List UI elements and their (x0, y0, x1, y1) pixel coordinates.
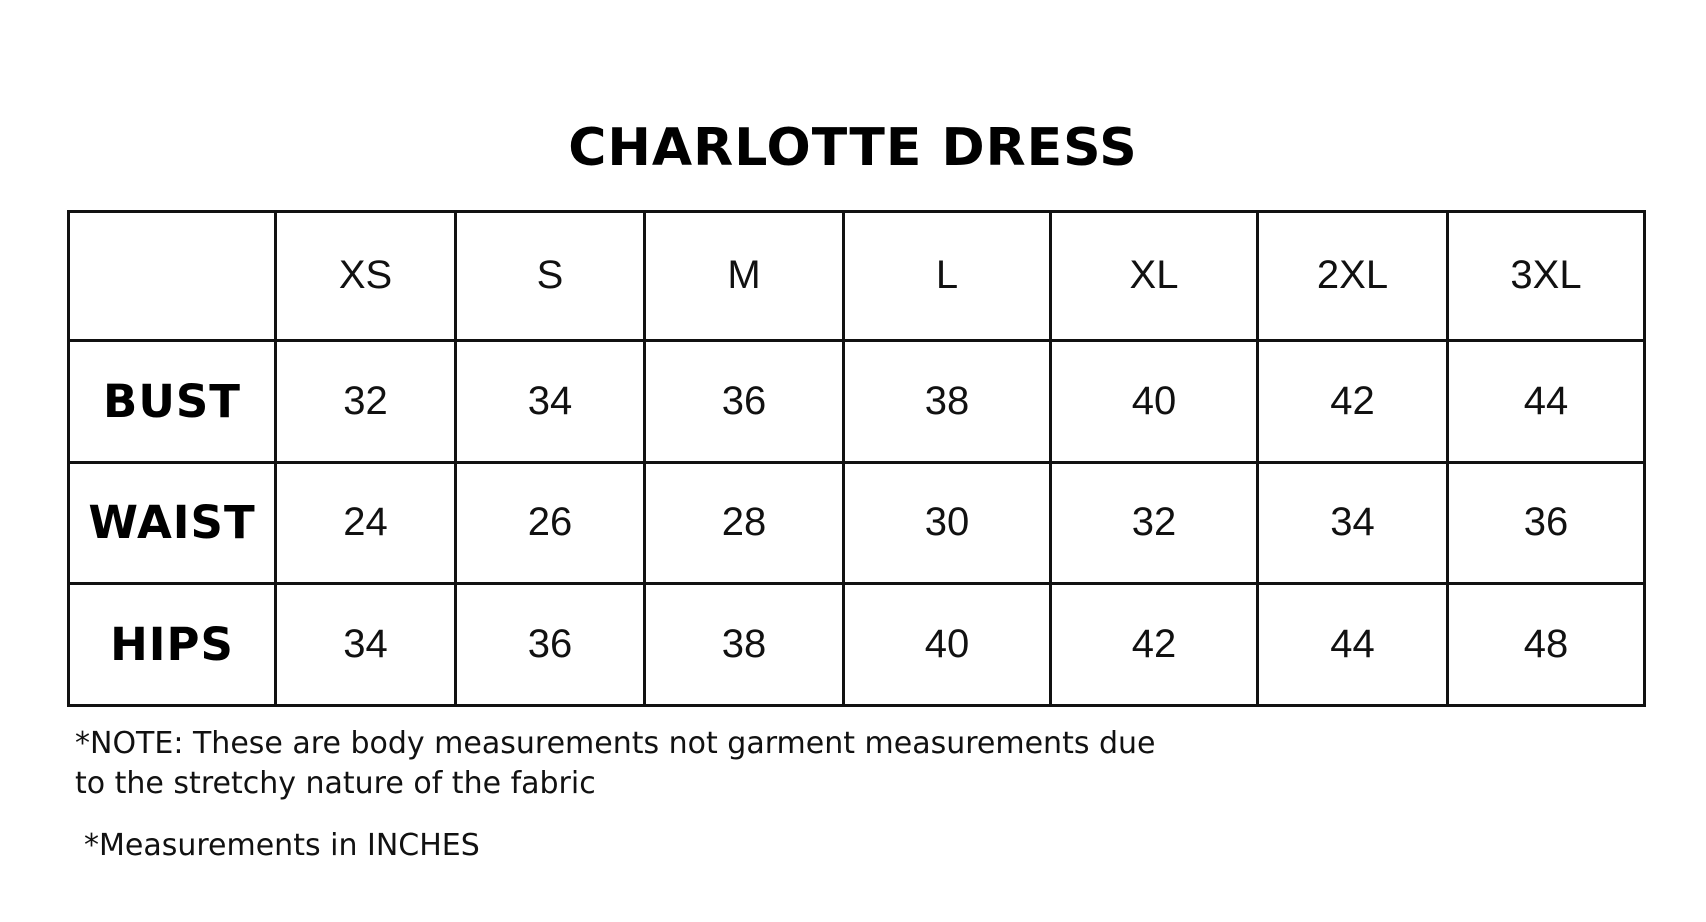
table-cell: 38 (645, 584, 844, 706)
table-cell: 48 (1448, 584, 1645, 706)
row-label-waist: WAIST (69, 462, 276, 584)
note-line-2: to the stretchy nature of the fabric (75, 766, 596, 801)
table-cell: 34 (456, 340, 645, 462)
size-header-2xl: 2XL (1258, 212, 1448, 341)
table-cell: 32 (276, 340, 456, 462)
size-header-xs: XS (276, 212, 456, 341)
size-header-m: M (645, 212, 844, 341)
table-cell: 40 (1051, 340, 1258, 462)
size-header-xl: XL (1051, 212, 1258, 341)
row-label-bust: BUST (69, 340, 276, 462)
table-cell: 36 (456, 584, 645, 706)
table-cell: 34 (1258, 462, 1448, 584)
table-cell: 34 (276, 584, 456, 706)
table-cell: 36 (1448, 462, 1645, 584)
table-cell: 24 (276, 462, 456, 584)
table-cell: 38 (844, 340, 1051, 462)
table-cell: 28 (645, 462, 844, 584)
table-cell: 30 (844, 462, 1051, 584)
table-row-hips (69, 584, 1645, 706)
table-cell: 26 (456, 462, 645, 584)
table-cell: 42 (1051, 584, 1258, 706)
table-row-bust (69, 340, 1645, 462)
table-cell: 44 (1448, 340, 1645, 462)
row-label-hips: HIPS (69, 584, 276, 706)
table-cell: 40 (844, 584, 1051, 706)
units-note: *Measurements in INCHES (84, 828, 480, 863)
corner-cell (69, 212, 276, 341)
table-cell: 44 (1258, 584, 1448, 706)
size-header-row (69, 212, 1645, 341)
size-header-3xl: 3XL (1448, 212, 1645, 341)
table-cell: 36 (645, 340, 844, 462)
table-cell: 42 (1258, 340, 1448, 462)
measurement-note (75, 724, 1156, 804)
size-header-l: L (844, 212, 1051, 341)
table-cell: 32 (1051, 462, 1258, 584)
size-chart-table (67, 210, 1646, 707)
table-row-waist (69, 462, 1645, 584)
page-title: CHARLOTTE DRESS (568, 118, 1138, 178)
size-header-s: S (456, 212, 645, 341)
note-line-1: *NOTE: These are body measurements not garment measurements due (75, 726, 1156, 761)
